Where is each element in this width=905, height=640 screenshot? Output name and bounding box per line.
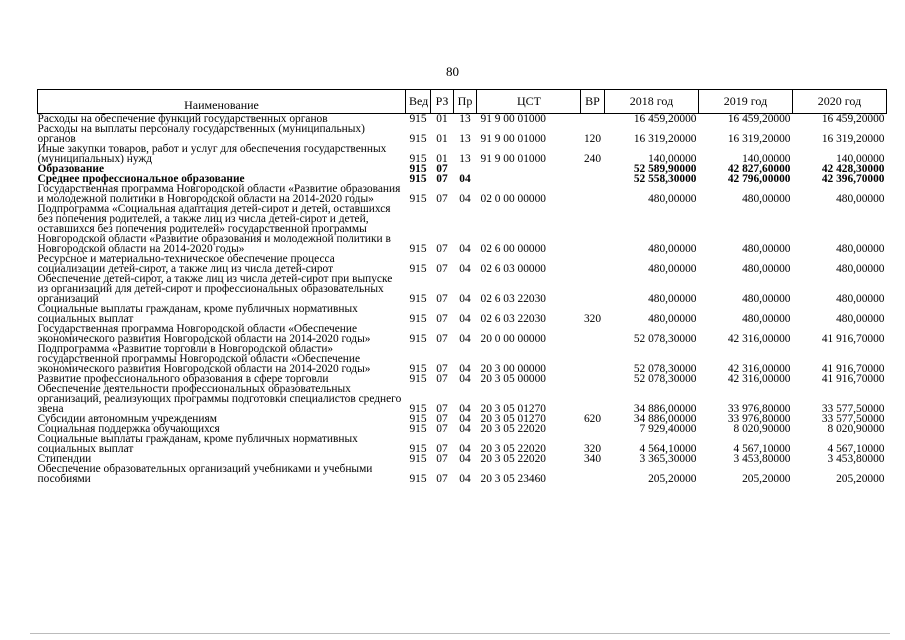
cell-2019: 140,00000 — [742, 153, 791, 165]
cell-rz: 07 — [436, 443, 448, 455]
cell-name: Субсидии автономным учреждениям — [37, 413, 217, 425]
cell-2019: 8 020,90000 — [733, 423, 791, 435]
cell-2019: 42 316,00000 — [727, 363, 791, 375]
cell-2018: 16 319,20000 — [633, 133, 697, 145]
cell-rz: 07 — [436, 243, 448, 255]
cell-2020: 205,20000 — [836, 473, 885, 485]
cell-name: Подпрограмма «Развитие торговли в Новгородской области» государственной программы Новгородской области «Обеспечение экономического развития Новгородской области на 2014-2020 годы» — [37, 343, 371, 375]
cell-2020: 480,00000 — [836, 313, 885, 325]
header-2020: 2020 год — [793, 90, 887, 114]
cell-rz: 07 — [436, 473, 448, 485]
cell-2018: 7 929,40000 — [639, 423, 697, 435]
cell-pr: 04 — [459, 293, 471, 305]
cell-2018: 4 564,10000 — [639, 443, 697, 455]
cell-vr — [581, 384, 605, 414]
cell-pr: 04 — [459, 193, 471, 205]
cell-2020: 480,00000 — [836, 243, 885, 255]
cell-cst: 02 6 00 00000 — [480, 243, 546, 255]
cell-ved: 915 — [409, 163, 427, 175]
cell-2020: 3 453,80000 — [827, 453, 885, 465]
header-2018: 2018 год — [605, 90, 699, 114]
cell-2020: 33 577,50000 — [821, 403, 885, 415]
cell-cst: 20 3 05 22020 — [480, 453, 546, 465]
cell-cst: 20 3 05 01270 — [480, 403, 546, 415]
cell-ved: 915 — [409, 473, 427, 485]
table-row — [38, 204, 887, 254]
cell-cst: 20 0 00 00000 — [480, 333, 546, 345]
cell-name: Обеспечение образовательных организаций учебниками и учебными пособиями — [37, 463, 373, 485]
cell-rz: 07 — [436, 293, 448, 305]
cell-2018: 480,00000 — [648, 313, 697, 325]
cell-rz: 07 — [436, 313, 448, 325]
header-pr: Пр — [454, 90, 477, 114]
table-row — [38, 254, 887, 274]
table-body — [38, 114, 887, 485]
table-row — [38, 464, 887, 484]
cell-ved: 915 — [409, 333, 427, 345]
cell-2020: 41 916,70000 — [821, 363, 885, 375]
cell-rz: 07 — [436, 413, 448, 425]
cell-vr — [581, 164, 605, 174]
cell-2018: 480,00000 — [648, 193, 697, 205]
cell-ved: 915 — [409, 173, 427, 185]
cell-cst: 91 9 00 01000 — [480, 153, 546, 165]
cell-2019: 42 827,60000 — [727, 163, 791, 175]
cell-rz: 07 — [436, 423, 448, 435]
cell-rz: 01 — [436, 113, 448, 125]
cell-name: Среднее профессиональное образование — [37, 173, 245, 185]
cell-2018: 480,00000 — [648, 293, 697, 305]
cell-name: Обеспечение деятельности профессиональных образовательных организаций, реализующих программы подготовки специалистов среднего звена — [37, 383, 402, 415]
cell-ved: 915 — [409, 453, 427, 465]
cell-name: Стипендии — [37, 453, 92, 465]
cell-name: Ресурсное и материально-техническое обеспечение процесса социализации детей-сирот, а также лиц из числа детей-сирот — [37, 253, 335, 275]
cell-pr: 04 — [459, 333, 471, 345]
cell-2019: 16 319,20000 — [727, 133, 791, 145]
cell-vr — [581, 184, 605, 204]
bottom-divider — [30, 633, 890, 634]
cell-ved: 915 — [409, 293, 427, 305]
cell-2020: 16 459,20000 — [821, 113, 885, 125]
table-row — [38, 324, 887, 344]
cell-ved: 915 — [409, 113, 427, 125]
cell-name: Расходы на выплаты персоналу государственных (муниципальных) органов — [37, 123, 365, 145]
table-row — [38, 344, 887, 374]
cell-pr: 04 — [459, 173, 471, 185]
header-vr: ВР — [581, 90, 605, 114]
cell-2018: 34 886,00000 — [633, 403, 697, 415]
cell-2019: 33 976,80000 — [727, 403, 791, 415]
cell-name: Социальные выплаты гражданам, кроме публичных нормативных социальных выплат — [37, 303, 358, 325]
cell-cst — [477, 164, 581, 174]
cell-2019: 205,20000 — [742, 473, 791, 485]
cell-cst: 20 3 05 23460 — [480, 473, 546, 485]
cell-2020: 41 916,70000 — [821, 373, 885, 385]
cell-ved: 915 — [409, 193, 427, 205]
cell-2018: 52 558,30000 — [633, 173, 697, 185]
cell-rz: 07 — [436, 373, 448, 385]
cell-2020: 8 020,90000 — [827, 423, 885, 435]
header-ved: Вед — [406, 90, 431, 114]
table-row — [38, 144, 887, 164]
cell-rz: 07 — [436, 263, 448, 275]
cell-vr: 340 — [583, 453, 602, 465]
cell-vr: 320 — [583, 313, 602, 325]
cell-ved: 915 — [409, 243, 427, 255]
cell-2019: 33 976,80000 — [727, 413, 791, 425]
cell-cst: 20 3 05 00000 — [480, 373, 546, 385]
cell-2018: 52 589,90000 — [633, 163, 697, 175]
cell-2020: 4 567,10000 — [827, 443, 885, 455]
cell-ved: 915 — [409, 423, 427, 435]
cell-2018: 52 078,30000 — [633, 333, 697, 345]
cell-ved: 915 — [409, 133, 427, 145]
header-rz: РЗ — [431, 90, 454, 114]
table-row — [38, 124, 887, 144]
cell-rz: 07 — [436, 163, 448, 175]
cell-pr: 04 — [459, 453, 471, 465]
cell-rz: 07 — [436, 403, 448, 415]
cell-pr: 13 — [459, 113, 471, 125]
cell-2018: 205,20000 — [648, 473, 697, 485]
cell-2020: 480,00000 — [836, 293, 885, 305]
cell-ved: 915 — [409, 403, 427, 415]
cell-2019: 42 796,00000 — [727, 173, 791, 185]
cell-2019: 480,00000 — [742, 293, 791, 305]
cell-2020: 41 916,70000 — [821, 333, 885, 345]
cell-vr — [581, 114, 605, 125]
cell-pr: 13 — [459, 153, 471, 165]
table-row — [38, 304, 887, 324]
cell-cst: 20 3 05 22020 — [480, 423, 546, 435]
cell-2018: 34 886,00000 — [633, 413, 697, 425]
cell-name: Обеспечение детей-сирот, а также лиц из числа детей-сирот при выпуске из организаций для детей-сирот и профессиональных образовательных организаций — [37, 273, 393, 305]
cell-2018: 3 365,30000 — [639, 453, 697, 465]
table-row — [38, 434, 887, 454]
cell-2020: 140,00000 — [836, 153, 885, 165]
cell-vr — [581, 274, 605, 304]
cell-rz: 07 — [436, 363, 448, 375]
cell-rz: 07 — [436, 453, 448, 465]
cell-vr — [581, 344, 605, 374]
cell-pr: 04 — [459, 243, 471, 255]
cell-pr: 04 — [459, 263, 471, 275]
cell-cst: 20 3 05 22020 — [480, 443, 546, 455]
cell-ved: 915 — [409, 373, 427, 385]
cell-vr — [581, 204, 605, 254]
cell-vr — [581, 424, 605, 434]
table-row — [38, 384, 887, 414]
cell-pr: 04 — [459, 413, 471, 425]
cell-vr: 240 — [583, 153, 602, 165]
cell-pr: 04 — [459, 373, 471, 385]
cell-vr — [581, 174, 605, 184]
cell-vr — [581, 464, 605, 484]
cell-name: Образование — [37, 163, 105, 175]
cell-vr: 620 — [583, 413, 602, 425]
cell-ved: 915 — [409, 363, 427, 375]
cell-ved: 915 — [409, 313, 427, 325]
cell-ved: 915 — [409, 443, 427, 455]
cell-cst: 20 3 05 01270 — [480, 413, 546, 425]
cell-pr: 04 — [459, 443, 471, 455]
cell-2019: 42 316,00000 — [727, 373, 791, 385]
cell-cst: 02 6 03 22030 — [480, 293, 546, 305]
cell-2019: 480,00000 — [742, 193, 791, 205]
cell-cst: 20 3 00 00000 — [480, 363, 546, 375]
cell-2018: 52 078,30000 — [633, 373, 697, 385]
cell-2020: 33 577,50000 — [821, 413, 885, 425]
cell-rz: 07 — [436, 333, 448, 345]
table-row — [38, 274, 887, 304]
cell-2019: 42 316,00000 — [727, 333, 791, 345]
cell-name: Подпрограмма «Социальная адаптация детей-сирот и детей, оставшихся без попечения родителей, а также лиц из числа детей-сирот и детей, оставшихся без попечения родителей» государственной программы Новгородской области «Развитие образования и молодежной политики в Новгородской области на 2014-2020 годы» — [37, 203, 391, 255]
cell-2020: 16 319,20000 — [821, 133, 885, 145]
cell-ved: 915 — [409, 153, 427, 165]
cell-vr — [581, 324, 605, 344]
cell-cst: 91 9 00 01000 — [480, 113, 546, 125]
cell-2018: 480,00000 — [648, 243, 697, 255]
cell-2019: 480,00000 — [742, 313, 791, 325]
header-2019: 2019 год — [699, 90, 793, 114]
cell-2020: 480,00000 — [836, 193, 885, 205]
cell-2018: 52 078,30000 — [633, 363, 697, 375]
header-cst: ЦСТ — [477, 90, 581, 114]
cell-2019: 480,00000 — [742, 243, 791, 255]
cell-pr: 04 — [459, 403, 471, 415]
cell-vr — [581, 254, 605, 274]
cell-pr: 04 — [459, 423, 471, 435]
cell-name: Государственная программа Новгородской области «Обеспечение экономического развития Новгородской области на 2014-2020 годы» — [37, 323, 371, 345]
cell-pr: 04 — [459, 363, 471, 375]
cell-ved: 915 — [409, 413, 427, 425]
cell-vr — [581, 374, 605, 384]
cell-2019: 16 459,20000 — [727, 113, 791, 125]
cell-2018: 16 459,20000 — [633, 113, 697, 125]
cell-cst — [477, 174, 581, 184]
table-row — [38, 184, 887, 204]
cell-2018: 480,00000 — [648, 263, 697, 275]
cell-2018: 140,00000 — [648, 153, 697, 165]
cell-vr: 320 — [583, 443, 602, 455]
cell-rz: 07 — [436, 173, 448, 185]
cell-2020: 480,00000 — [836, 263, 885, 275]
cell-name: Государственная программа Новгородской области «Развитие образования и молодежной политики в Новгородской области на 2014-2020 годы» — [37, 183, 401, 205]
cell-2020: 42 428,30000 — [821, 163, 885, 175]
cell-2019: 480,00000 — [742, 263, 791, 275]
cell-ved: 915 — [409, 263, 427, 275]
cell-vr: 120 — [583, 133, 602, 145]
cell-cst: 02 6 03 00000 — [480, 263, 546, 275]
page-number: 80 — [446, 64, 459, 79]
cell-pr: 04 — [459, 313, 471, 325]
cell-name: Развитие профессионального образования в сфере торговли — [37, 373, 329, 385]
cell-rz: 01 — [436, 133, 448, 145]
cell-pr: 04 — [459, 473, 471, 485]
cell-name: Социальные выплаты гражданам, кроме публичных нормативных социальных выплат — [37, 433, 358, 455]
cell-name: Социальная поддержка обучающихся — [37, 423, 220, 435]
cell-pr: 13 — [459, 133, 471, 145]
header-name: Наименование — [38, 90, 406, 114]
cell-2020: 42 396,70000 — [821, 173, 885, 185]
cell-cst: 91 9 00 01000 — [480, 133, 546, 145]
cell-name: Расходы на обеспечение функций государственных органов — [37, 113, 328, 125]
budget-table — [37, 89, 887, 484]
cell-cst: 02 6 03 22030 — [480, 313, 546, 325]
cell-cst: 02 0 00 00000 — [480, 193, 546, 205]
cell-2019: 4 567,10000 — [733, 443, 791, 455]
cell-rz: 01 — [436, 153, 448, 165]
cell-2019: 3 453,80000 — [733, 453, 791, 465]
cell-name: Иные закупки товаров, работ и услуг для обеспечения государственных (муниципальных) нужд — [37, 143, 387, 165]
cell-rz: 07 — [436, 193, 448, 205]
table-header — [38, 90, 887, 114]
